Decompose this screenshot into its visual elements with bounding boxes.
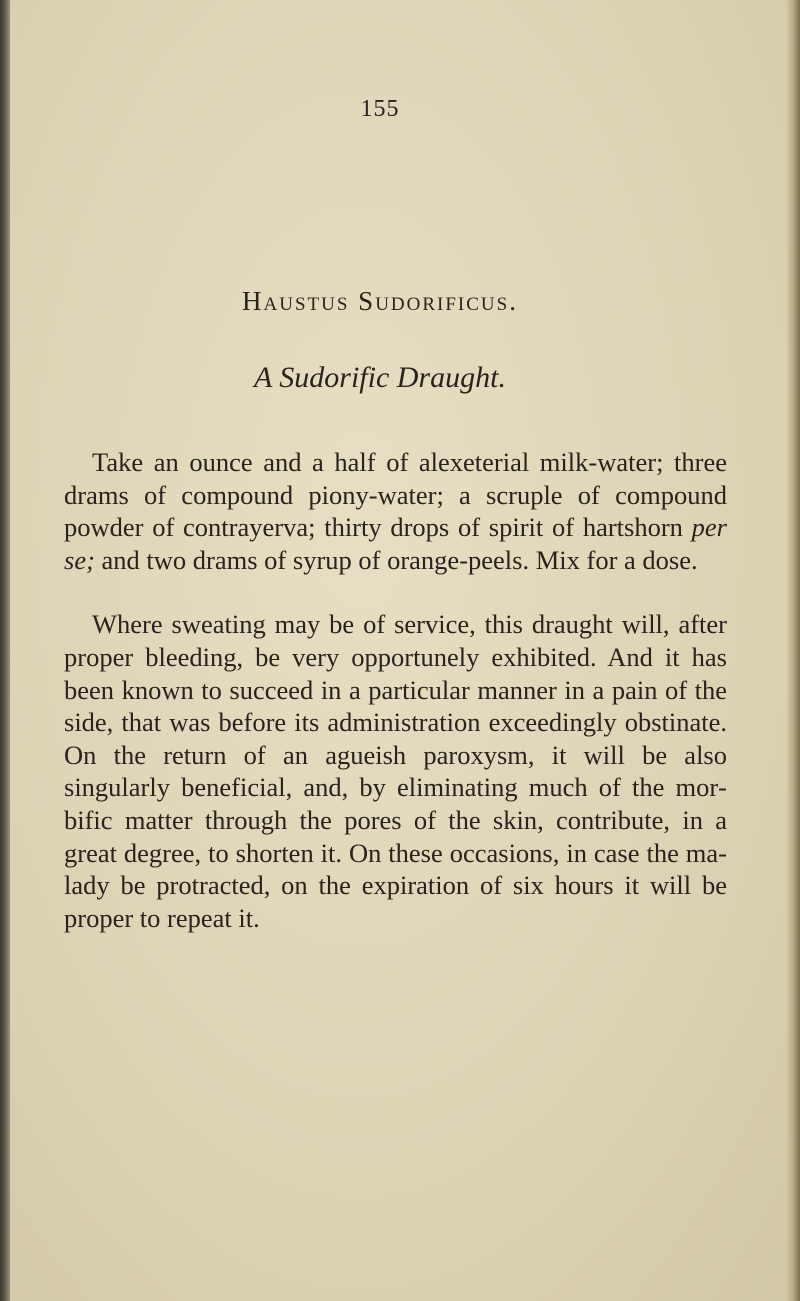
page-edge	[786, 0, 800, 1301]
binding-gutter	[0, 0, 10, 1301]
recipe-title-latin: Haustus Sudorificus.	[242, 286, 518, 316]
recipe-text-start: Take an ounce and a half of alexeterial milk-water; three drams of compound piony-water; a scruple of compound powder of contrayerva; thirty drops of spirit of hartshorn	[64, 447, 727, 543]
recipe-body	[64, 446, 727, 934]
recipe-paragraph	[64, 446, 727, 576]
usage-paragraph: Where sweating may be of service, this draught will, after proper bleeding, be very opportunely exhibited. And it has been known to succeed in a particular manner in a pain of the side, that was before its administration exceedingly obstinate. On the return of an agueish paroxysm, it will be also singularly beneficial, and, by eliminating much of the morbific matter through the pores of the skin, contribute, in a great degree, to shorten it. On these occasions, in case the malady be protracted, on the expiration of six hours it will be proper to repeat it.	[64, 609, 727, 933]
page-number: 155	[360, 96, 400, 122]
recipe-italic-phrase: per se;	[64, 512, 727, 575]
recipe-title-english: A Sudorific Draught.	[254, 361, 506, 394]
recipe-text-end: and two drams of syrup of orange-peels. Mix for a dose.	[94, 544, 698, 575]
